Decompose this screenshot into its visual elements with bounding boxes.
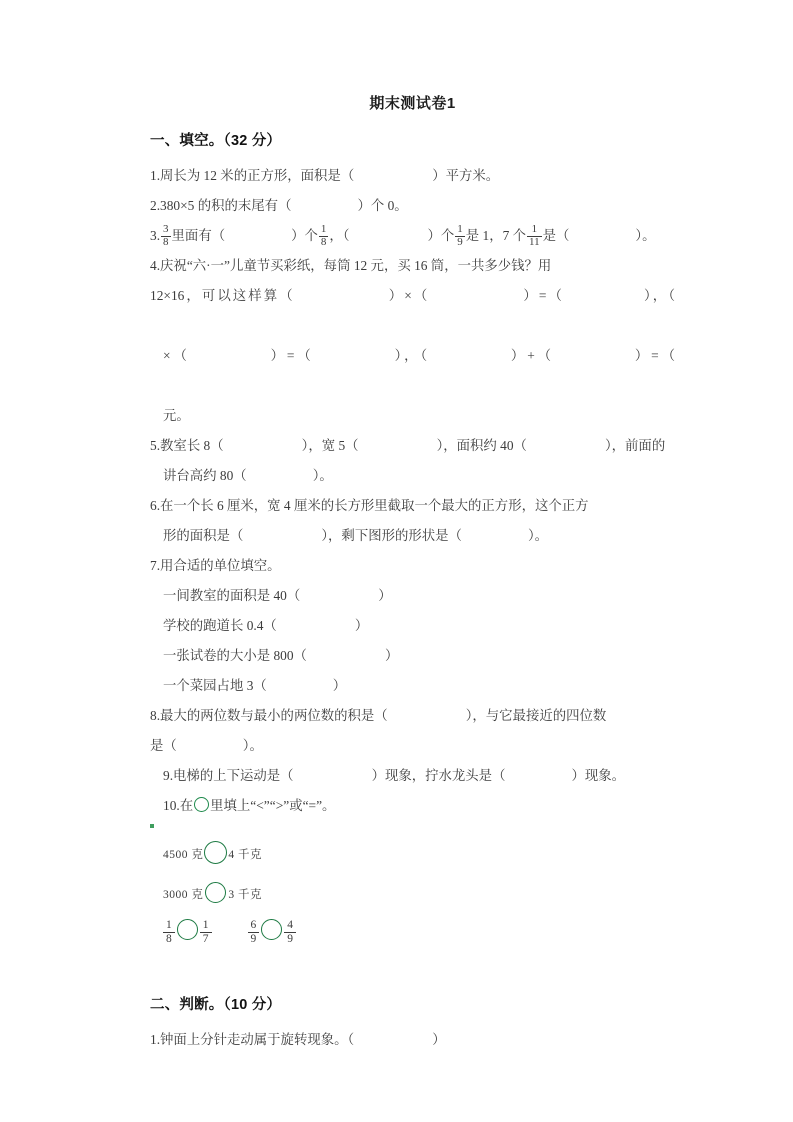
fraction-right	[284, 919, 296, 945]
question-7-item-4-tail: ）	[332, 678, 347, 693]
fraction-denominator: 7	[200, 932, 212, 945]
question-5-line-1	[150, 431, 675, 461]
question-2-text: 2.380×5 的积的末尾有（	[150, 198, 292, 213]
section-heading-fill-in-blank: 一、填空。（32 分）	[150, 133, 282, 149]
comparison-row-1	[163, 835, 675, 875]
question-4-line-3	[150, 341, 675, 401]
question-5-l1a: 5.教室长 8（	[150, 438, 224, 453]
compare-circle-icon[interactable]	[177, 919, 198, 940]
fraction-left	[163, 919, 175, 945]
question-10	[150, 791, 675, 821]
fraction-denominator: 8	[163, 235, 169, 248]
fraction-numerator: 1	[531, 223, 538, 236]
question-3-t1: 里面有（	[171, 228, 226, 243]
question-4-l2b: ）×（	[386, 288, 430, 303]
question-3	[150, 221, 675, 251]
question-9-l1a: 9.电梯的上下运动是（	[163, 768, 294, 783]
judgement-question-1-tail: ）	[432, 1032, 446, 1047]
question-3-t7: ）。	[635, 228, 656, 243]
question-7-item-3-text: 一张试卷的大小是 800（	[163, 648, 307, 663]
judgement-question-1-text: 1.钟面上分针走动属于旋转现象。（	[150, 1032, 355, 1047]
question-5-l2b: ）。	[312, 468, 333, 483]
question-7-item-2-tail: ）	[354, 618, 369, 633]
question-5-l2a: 讲台高约 80（	[163, 468, 247, 483]
page-title: 期末测试卷1	[369, 95, 456, 112]
compare-circle-icon[interactable]	[194, 797, 209, 812]
question-6-line-1: 6.在一个长 6 厘米，宽 4 厘米的长方形里截取一个最大的正方形，这个正方	[150, 498, 589, 513]
question-3-t6: 是（	[542, 228, 570, 243]
question-4-l3d: ）+（	[508, 348, 554, 363]
fraction-numerator: 1	[166, 919, 172, 932]
comparison-row-2	[163, 875, 675, 915]
question-9-l1c: ）现象。	[571, 768, 626, 783]
compare-circle-icon[interactable]	[261, 919, 282, 940]
question-8-l1a: 8.最大的两位数与最小的两位数的积是（	[150, 708, 388, 723]
question-7-item-1-text: 一间教室的面积是 40（	[163, 588, 301, 603]
question-6-l2a: 形的面积是（	[163, 528, 244, 543]
question-7-item-4-text: 一个菜园占地 3（	[163, 678, 267, 693]
question-1-text: 1.周长为 12 米的正方形，面积是（	[150, 168, 355, 183]
fraction-numerator: 1	[202, 919, 209, 932]
fraction-one-eighth	[319, 224, 329, 248]
fraction-numerator: 4	[287, 919, 293, 932]
question-5-l1b: ），宽 5（	[301, 438, 359, 453]
question-4-l2c: ）=（	[521, 288, 564, 303]
question-7-lead: 7.用合适的单位填空。	[150, 558, 281, 573]
question-7-item-2	[150, 611, 675, 641]
fraction-numerator: 6	[250, 919, 257, 932]
question-5-l1c: ），面积约 40（	[436, 438, 527, 453]
question-6-l2c: ）。	[527, 528, 549, 543]
question-3-t2: ）个	[291, 228, 318, 243]
compare-circle-icon[interactable]	[205, 882, 226, 903]
question-5-line-2	[150, 461, 675, 491]
fraction-denominator: 8	[163, 932, 175, 945]
question-7-item-1-tail: ）	[378, 588, 392, 603]
question-6-l2b: ），剩下图形的形状是（	[321, 528, 462, 543]
question-8-l2b: ）。	[242, 738, 263, 753]
question-4-l2a: 12×16，可以这样算（	[150, 288, 295, 303]
comparison-row-3	[163, 917, 675, 947]
comparison-right-value: 3 千克	[228, 889, 262, 901]
question-3-t5: 是 1，7 个	[465, 228, 527, 243]
question-4-l2d: ），（	[641, 288, 675, 303]
question-7-item-3-tail: ）	[384, 648, 399, 663]
fraction-numerator: 1	[320, 223, 327, 236]
question-8-l2a: 是（	[150, 738, 177, 753]
question-7-item-4	[150, 671, 675, 701]
section-heading-true-false: 二、判断。（10 分）	[150, 997, 282, 1013]
fraction-denominator: 8	[320, 235, 327, 248]
question-9	[150, 761, 675, 791]
question-7-item-1	[150, 581, 675, 611]
question-4-l3b: ）=（	[267, 348, 314, 363]
question-6-line-2	[150, 521, 675, 551]
question-3-lead: 3.	[150, 228, 161, 243]
judgement-question-1	[150, 1025, 675, 1055]
fraction-one-ninth	[455, 224, 465, 248]
question-8-line-2	[150, 731, 675, 761]
fraction-left	[248, 919, 260, 945]
question-3-t4: ）个	[427, 228, 455, 243]
fraction-one-eleventh	[527, 224, 542, 248]
question-10-lead: 10.在	[163, 798, 194, 813]
question-9-l1b: ）现象，拧水龙头是（	[371, 768, 506, 783]
question-4-line-2	[150, 281, 675, 341]
fraction-denominator: 9	[248, 932, 260, 945]
comparison-block	[150, 835, 675, 947]
question-8-l1b: ），与它最接近的四位数	[465, 708, 607, 723]
fraction-denominator: 9	[457, 235, 463, 248]
fraction-denominator: 11	[529, 235, 540, 248]
fraction-numerator: 1	[457, 223, 463, 236]
question-2-tail: ）个 0。	[357, 198, 408, 213]
fraction-three-eighths	[161, 224, 171, 248]
page-content	[150, 92, 675, 1055]
comparison-right-value: 4 千克	[228, 849, 262, 861]
fraction-numerator: 3	[163, 223, 169, 236]
question-4-line-4: 元。	[163, 408, 190, 423]
question-8-line-1	[150, 701, 675, 731]
question-4-l3c: ），（	[391, 348, 431, 363]
question-5-l1d: ），前面的	[604, 438, 666, 453]
comparison-left-value: 3000 克	[163, 889, 204, 901]
question-1	[150, 161, 675, 191]
scan-artifact-mark	[150, 824, 154, 828]
question-3-t3: ，（	[329, 228, 350, 243]
question-1-tail: ）平方米。	[432, 168, 500, 183]
fraction-denominator: 9	[284, 932, 296, 945]
compare-circle-icon[interactable]	[204, 841, 227, 864]
question-2	[150, 191, 675, 221]
comparison-left-value: 4500 克	[163, 849, 204, 861]
fraction-right	[200, 919, 212, 945]
question-4-l3a: ×（	[163, 348, 190, 363]
question-4-line-1: 4.庆祝“六·一”儿童节买彩纸，每筒 12 元，买 16 筒，一共多少钱？用	[150, 258, 552, 273]
question-10-tail: 里填上“<”“>”或“=”。	[210, 798, 336, 813]
question-7-item-3	[150, 641, 675, 671]
question-7-item-2-text: 学校的跑道长 0.4（	[163, 618, 277, 633]
question-4-l3e: ）=（	[631, 348, 675, 363]
